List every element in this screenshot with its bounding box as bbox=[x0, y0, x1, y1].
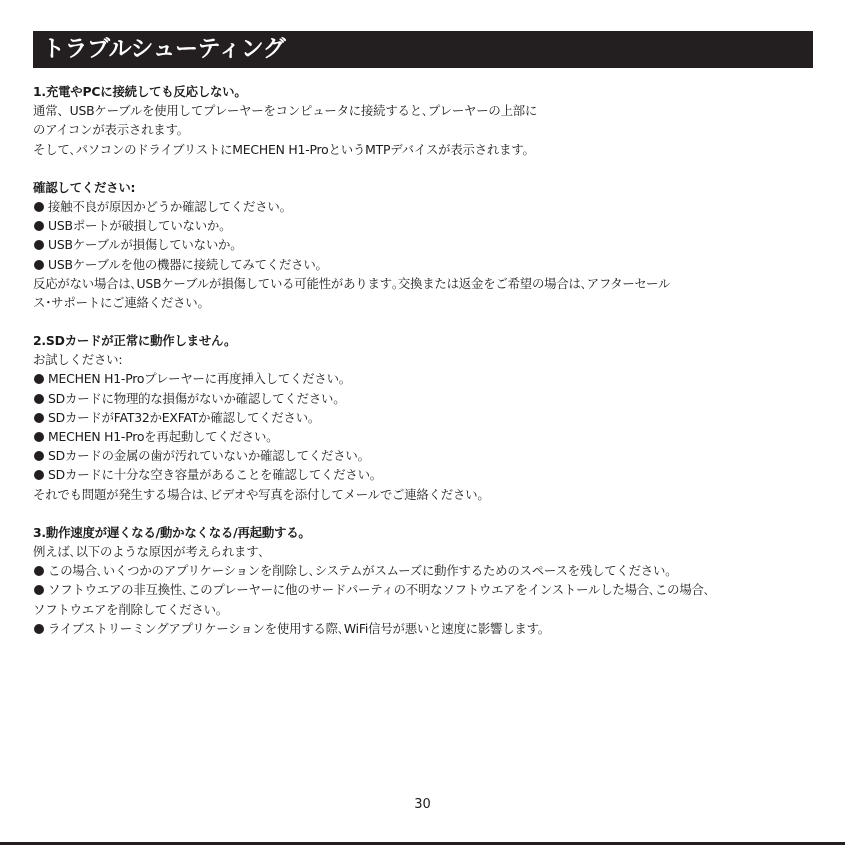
section2-intro: お試しください: bbox=[33, 352, 123, 368]
bullet-text: SDカードの金属の歯が汚れていないか確認してください。 bbox=[48, 448, 370, 464]
bullet-icon bbox=[34, 432, 44, 442]
section2-bullet-5 bbox=[33, 446, 823, 465]
section1-line-1: 通常、USBケーブルを使用してプレーヤーをコンピュータに接続すると､プレーヤーの上部に bbox=[33, 103, 538, 119]
bullet-icon bbox=[34, 566, 44, 576]
bullet-text: SDカードがFAT32かEXFATか確認してください。 bbox=[48, 409, 321, 425]
section2-bullet-6 bbox=[33, 465, 823, 484]
bullet-icon bbox=[34, 624, 44, 634]
bullet-icon bbox=[34, 260, 44, 270]
bullet-text: USBケーブルを他の機器に接続してみてください。 bbox=[48, 256, 328, 272]
bullet-text: MECHEN H1-Proプレーヤーに再度挿入してください。 bbox=[48, 371, 351, 387]
section3-bullet-2-continuation: ソフトウエアを削除してください。 bbox=[33, 601, 229, 617]
section1-heading: 1.充電やPCに接続しても反応しない。 bbox=[33, 84, 247, 99]
bullet-text: ライブストリーミングアプリケーションを使用する際､WiFi信号が悪いと速度に影響します。 bbox=[48, 620, 550, 636]
section2-bullet-1 bbox=[33, 369, 823, 388]
section3-heading: 3.動作速度が遅くなる/動かなくなる/再起動する。 bbox=[33, 524, 311, 540]
bullet-icon bbox=[34, 470, 44, 480]
page-title: トラブルシューティング bbox=[42, 36, 286, 62]
check-bullet-2 bbox=[33, 216, 823, 235]
check-bullet-4 bbox=[33, 255, 823, 274]
section3-intro: 例えば､以下のような原因が考えられます､ bbox=[33, 543, 265, 559]
check-bullet-3 bbox=[33, 235, 823, 254]
bullet-icon bbox=[34, 374, 44, 384]
bullet-icon bbox=[34, 221, 44, 231]
bullet-icon bbox=[34, 240, 44, 250]
section2-heading: 2.SDカードが正常に動作しません。 bbox=[33, 333, 237, 349]
bullet-text: 接触不良が原因かどうか確認してください。 bbox=[48, 198, 292, 214]
check-heading: 確認してください: bbox=[33, 179, 136, 195]
check-note-line-1: 反応がない場合は､USBケーブルが損傷している可能性があります｡交換または返金をご希望の場合は､アフターセール bbox=[33, 275, 671, 291]
section2-bullet-2 bbox=[33, 389, 823, 408]
section1-line-2: のアイコンが表示されます。 bbox=[33, 122, 189, 138]
bullet-text: USBケーブルが損傷していないか。 bbox=[48, 237, 243, 253]
bullet-text: SDカードに十分な空き容量があることを確認してください。 bbox=[48, 467, 382, 483]
bullet-text: SDカードに物理的な損傷がないか確認してください。 bbox=[48, 390, 346, 406]
section3-bullet-3 bbox=[33, 619, 823, 638]
section2-bullet-3 bbox=[33, 408, 823, 427]
bullet-text: MECHEN H1-Proを再起動してください。 bbox=[48, 429, 279, 444]
spacer bbox=[33, 312, 823, 331]
bullet-text: USBポートが破損していないか。 bbox=[48, 218, 232, 234]
section3-bullet-2 bbox=[33, 580, 823, 599]
bullet-icon bbox=[34, 451, 44, 461]
page-number: 30 bbox=[414, 797, 431, 812]
bullet-text: この場合､いくつかのアプリケーションを削除し､システムがスムーズに動作するためのスペースを残してください。 bbox=[48, 563, 678, 579]
section1-line-3: そして､パソコンのドライブリストにMECHEN H1-ProというMTPデバイスが表示されます。 bbox=[33, 141, 535, 157]
page-content bbox=[33, 82, 823, 638]
bullet-icon bbox=[34, 413, 44, 423]
spacer bbox=[33, 504, 823, 523]
section3-bullet-1 bbox=[33, 561, 823, 580]
section2-closing: それでも問題が発生する場合は､ビデオや写真を添付してメールでご連絡ください。 bbox=[33, 486, 490, 502]
section2-bullet-4 bbox=[33, 427, 823, 446]
bullet-icon bbox=[34, 585, 44, 595]
bullet-icon bbox=[34, 202, 44, 212]
check-note-line-2: ス･サポートにご連絡ください。 bbox=[33, 294, 210, 310]
section-title-bar bbox=[33, 31, 813, 68]
bullet-icon bbox=[34, 394, 44, 404]
bullet-text: ソフトウエアの非互換性､このプレーヤーに他のサードパーティの不明なソフトウエアをインストールした場合､この場合､ bbox=[48, 582, 710, 598]
check-bullet-1 bbox=[33, 197, 823, 216]
spacer bbox=[33, 159, 823, 178]
